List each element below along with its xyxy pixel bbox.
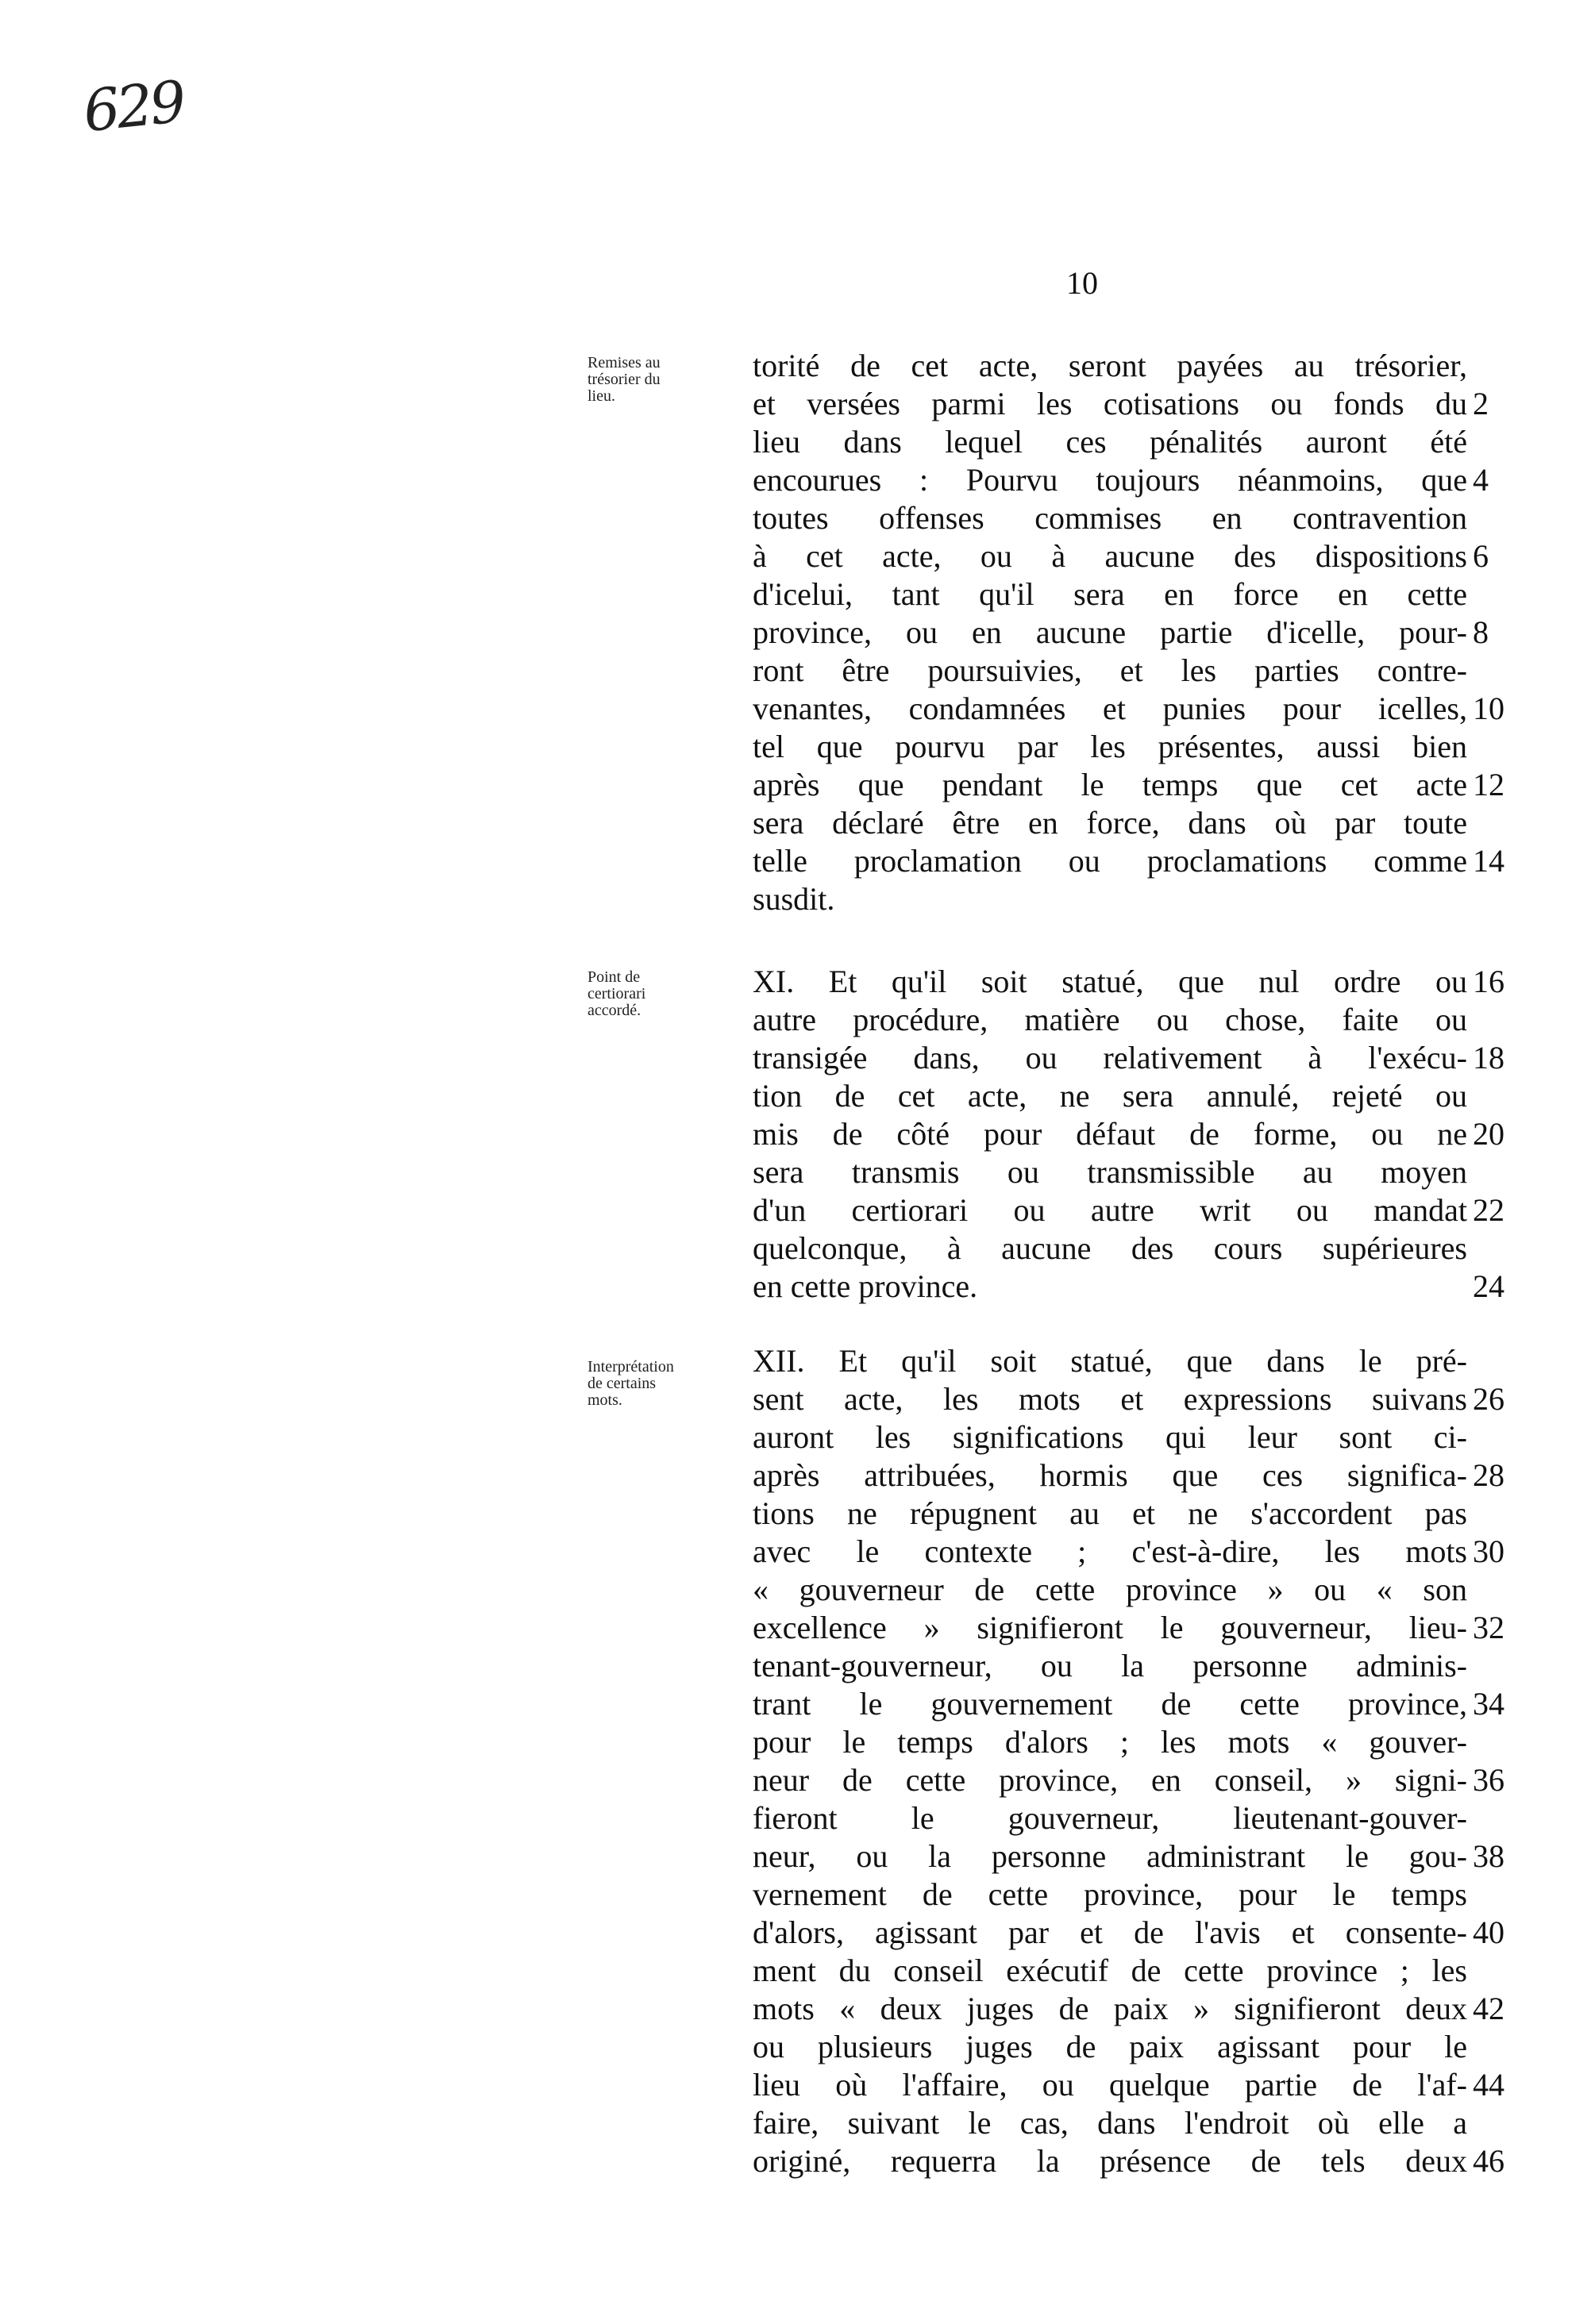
text-line: originé, requerra la présence de tels deux xyxy=(753,2143,1467,2179)
line-number: 6 xyxy=(1473,538,1489,574)
text-line: d'un certiorari ou autre writ ou mandat xyxy=(753,1192,1467,1228)
text-line: d'icelui, tant qu'il sera en force en cette xyxy=(753,576,1467,612)
handwritten-note: 629 xyxy=(79,67,187,145)
line-number: 34 xyxy=(1473,1686,1504,1722)
text-line: auront les significations qui leur sont ci- xyxy=(753,1419,1467,1455)
text-line: ou plusieurs juges de paix agissant pour le xyxy=(753,2029,1467,2064)
line-number: 24 xyxy=(1473,1268,1504,1304)
line-number: 44 xyxy=(1473,2067,1504,2103)
line-number: 10 xyxy=(1473,691,1504,726)
text-line: XI. Et qu'il soit statué, que nul ordre ou xyxy=(753,964,1467,999)
text-line: autre procédure, matière ou chose, faite ou xyxy=(753,1002,1467,1037)
text-line: transigée dans, ou relativement à l'exécu- xyxy=(753,1040,1467,1075)
line-number: 46 xyxy=(1473,2143,1504,2179)
text-line: sent acte, les mots et expressions suivans xyxy=(753,1381,1467,1417)
text-line: et versées parmi les cotisations ou fonds du xyxy=(753,386,1467,421)
text-line: neur, ou la personne administrant le gou- xyxy=(753,1838,1467,1874)
text-line: XII. Et qu'il soit statué, que dans le pré- xyxy=(753,1343,1467,1379)
text-line: trant le gouvernement de cette province, xyxy=(753,1686,1467,1722)
text-line: venantes, condamnées et punies pour icelles, xyxy=(753,691,1467,726)
text-line: mots « deux juges de paix » signifieront deux xyxy=(753,1991,1467,2026)
text-line: « gouverneur de cette province » ou « son xyxy=(753,1572,1467,1607)
page-number: 10 xyxy=(1066,265,1098,301)
text-line: tel que pourvu par les présentes, aussi bien xyxy=(753,729,1467,764)
line-number: 40 xyxy=(1473,1914,1504,1950)
text-line: avec le contexte ; c'est-à-dire, les mots xyxy=(753,1533,1467,1569)
line-number: 20 xyxy=(1473,1116,1504,1152)
text-line: tenant-gouverneur, ou la personne adminis- xyxy=(753,1648,1467,1683)
text-line: vernement de cette province, pour le temps xyxy=(753,1876,1467,1912)
text-line: après attribuées, hormis que ces significa- xyxy=(753,1457,1467,1493)
line-number: 14 xyxy=(1473,843,1504,879)
line-number: 8 xyxy=(1473,614,1489,650)
text-line: excellence » signifieront le gouverneur, lieu- xyxy=(753,1610,1467,1645)
text-line: à cet acte, ou à aucune des dispositions xyxy=(753,538,1467,574)
line-number: 2 xyxy=(1473,386,1489,421)
text-line: sera transmis ou transmissible au moyen xyxy=(753,1154,1467,1190)
text-line: après que pendant le temps que cet acte xyxy=(753,767,1467,802)
text-line: sera déclaré être en force, dans où par toute xyxy=(753,805,1467,841)
text-line: torité de cet acte, seront payées au trésorier, xyxy=(753,348,1467,383)
text-line: ment du conseil exécutif de cette province ; les xyxy=(753,1953,1467,1988)
text-line: province, ou en aucune partie d'icelle, pour- xyxy=(753,614,1467,650)
line-number: 26 xyxy=(1473,1381,1504,1417)
text-line: lieu où l'affaire, ou quelque partie de l'af- xyxy=(753,2067,1467,2103)
text-line: tions ne répugnent au et ne s'accordent pas xyxy=(753,1495,1467,1531)
line-number: 36 xyxy=(1473,1762,1504,1798)
line-number: 32 xyxy=(1473,1610,1504,1645)
line-number: 4 xyxy=(1473,462,1489,498)
text-line: fieront le gouverneur, lieutenant-gouver- xyxy=(753,1800,1467,1836)
text-line: d'alors, agissant par et de l'avis et consente- xyxy=(753,1914,1467,1950)
text-line: quelconque, à aucune des cours supérieures xyxy=(753,1230,1467,1266)
text-line: toutes offenses commises en contravention xyxy=(753,500,1467,536)
line-number: 16 xyxy=(1473,964,1504,999)
margin-note-certiorari: Point de certiorari accordé. xyxy=(588,968,646,1019)
text-line: pour le temps d'alors ; les mots « gouver- xyxy=(753,1724,1467,1760)
line-number: 12 xyxy=(1473,767,1504,802)
margin-note-interpretation: Interprétation de certains mots. xyxy=(588,1358,674,1409)
text-line: lieu dans lequel ces pénalités auront été xyxy=(753,424,1467,460)
text-line: en cette province. xyxy=(753,1268,978,1304)
text-line: neur de cette province, en conseil, » signi- xyxy=(753,1762,1467,1798)
text-line: mis de côté pour défaut de forme, ou ne xyxy=(753,1116,1467,1152)
text-line: susdit. xyxy=(753,881,835,917)
text-line: telle proclamation ou proclamations comme xyxy=(753,843,1467,879)
line-number: 30 xyxy=(1473,1533,1504,1569)
text-line: tion de cet acte, ne sera annulé, rejeté ou xyxy=(753,1078,1467,1114)
line-number: 28 xyxy=(1473,1457,1504,1493)
line-number: 22 xyxy=(1473,1192,1504,1228)
line-number: 38 xyxy=(1473,1838,1504,1874)
line-number: 18 xyxy=(1473,1040,1504,1075)
text-line: faire, suivant le cas, dans l'endroit où elle a xyxy=(753,2105,1467,2141)
line-number: 42 xyxy=(1473,1991,1504,2026)
text-line: ront être poursuivies, et les parties contre- xyxy=(753,652,1467,688)
margin-note-remises: Remises au trésorier du lieu. xyxy=(588,354,661,405)
text-line: encourues : Pourvu toujours néanmoins, que xyxy=(753,462,1467,498)
